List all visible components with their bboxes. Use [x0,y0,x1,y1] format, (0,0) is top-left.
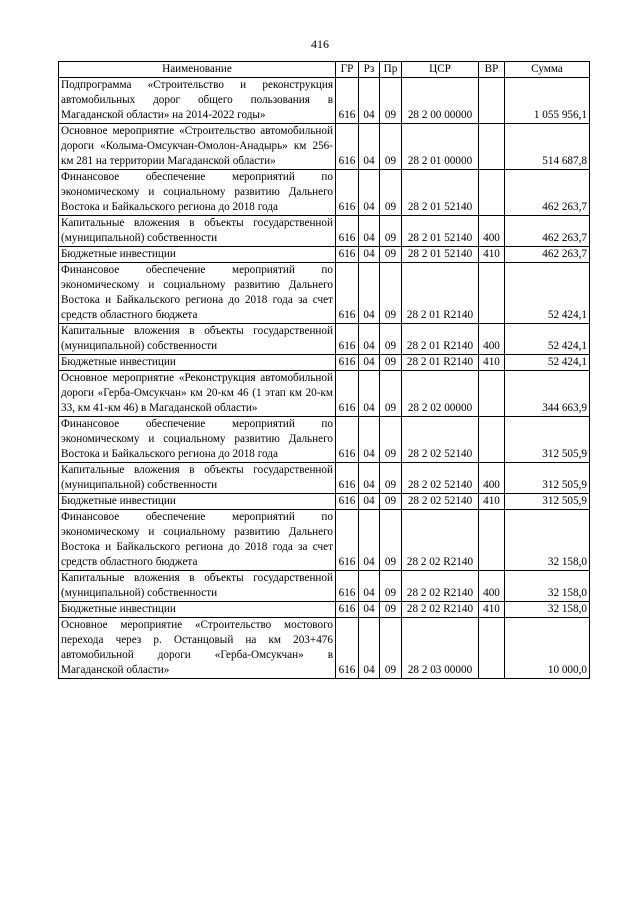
cell-rz: 04 [359,618,380,679]
budget-table [58,61,590,679]
cell-csr: 28 2 02 R2140 [402,602,479,618]
table-row [59,263,590,324]
cell-csr: 28 2 02 R2140 [402,510,479,571]
cell-name: Бюджетные инвестиции [59,602,336,618]
cell-pr: 09 [380,170,402,216]
table-row [59,510,590,571]
cell-gr: 616 [336,417,359,463]
cell-pr: 09 [380,494,402,510]
cell-csr: 28 2 01 R2140 [402,324,479,355]
cell-name: Подпрограмма «Строительство и реконструкция автомобильных дорог общего пользования в Магаданской области» на 2014-2022 годы» [59,78,336,124]
table-row [59,247,590,263]
cell-name: Капитальные вложения в объекты государственной (муниципальной) собственности [59,463,336,494]
cell-vr [479,170,505,216]
cell-pr: 09 [380,463,402,494]
cell-csr: 28 2 02 R2140 [402,571,479,602]
cell-gr: 616 [336,371,359,417]
cell-name: Основное мероприятие «Реконструкция автомобильной дороги «Герба-Омсукчан» км 20-км 46 (1 этап км 20-км 33, км 41-км 46) в Магаданской области» [59,371,336,417]
cell-rz: 04 [359,170,380,216]
table-row [59,216,590,247]
cell-vr: 410 [479,355,505,371]
table-row [59,78,590,124]
cell-csr: 28 2 03 00000 [402,618,479,679]
cell-name: Бюджетные инвестиции [59,247,336,263]
header-name: Наименование [59,62,336,78]
cell-gr: 616 [336,170,359,216]
cell-rz: 04 [359,124,380,170]
cell-name: Капитальные вложения в объекты государственной (муниципальной) собственности [59,216,336,247]
cell-sum: 32 158,0 [505,602,590,618]
cell-sum: 10 000,0 [505,618,590,679]
cell-pr: 09 [380,371,402,417]
header-csr: ЦСР [402,62,479,78]
cell-csr: 28 2 02 52140 [402,417,479,463]
cell-pr: 09 [380,571,402,602]
cell-rz: 04 [359,324,380,355]
header-gr: ГР [336,62,359,78]
table-row [59,571,590,602]
table-row [59,494,590,510]
cell-sum: 32 158,0 [505,510,590,571]
cell-csr: 28 2 01 52140 [402,170,479,216]
table-body [59,78,590,679]
cell-pr: 09 [380,324,402,355]
cell-pr: 09 [380,602,402,618]
cell-sum: 312 505,9 [505,463,590,494]
cell-gr: 616 [336,324,359,355]
cell-rz: 04 [359,371,380,417]
table-row [59,371,590,417]
header-sum: Сумма [505,62,590,78]
cell-sum: 312 505,9 [505,494,590,510]
cell-rz: 04 [359,463,380,494]
table-row [59,618,590,679]
cell-csr: 28 2 02 52140 [402,494,479,510]
table-row [59,324,590,355]
cell-rz: 04 [359,417,380,463]
cell-pr: 09 [380,216,402,247]
cell-sum: 32 158,0 [505,571,590,602]
cell-sum: 1 055 956,1 [505,78,590,124]
cell-vr: 410 [479,247,505,263]
cell-pr: 09 [380,417,402,463]
cell-gr: 616 [336,355,359,371]
cell-vr: 400 [479,216,505,247]
cell-gr: 616 [336,571,359,602]
cell-gr: 616 [336,263,359,324]
cell-rz: 04 [359,216,380,247]
cell-sum: 52 424,1 [505,355,590,371]
cell-name: Финансовое обеспечение мероприятий по экономическому и социальному развитию Дальнего Востока и Байкальского региона до 2018 года за счет средств областного бюджета [59,263,336,324]
cell-gr: 616 [336,602,359,618]
cell-pr: 09 [380,247,402,263]
table-row [59,355,590,371]
cell-csr: 28 2 01 52140 [402,247,479,263]
cell-vr [479,371,505,417]
cell-vr [479,618,505,679]
cell-pr: 09 [380,510,402,571]
page-number: 416 [311,37,329,51]
cell-rz: 04 [359,247,380,263]
cell-vr: 400 [479,463,505,494]
cell-sum: 312 505,9 [505,417,590,463]
cell-sum: 462 263,7 [505,216,590,247]
cell-gr: 616 [336,463,359,494]
cell-rz: 04 [359,510,380,571]
cell-name: Капитальные вложения в объекты государственной (муниципальной) собственности [59,571,336,602]
cell-csr: 28 2 01 00000 [402,124,479,170]
cell-rz: 04 [359,571,380,602]
cell-rz: 04 [359,78,380,124]
cell-sum: 52 424,1 [505,324,590,355]
header-row [59,62,590,78]
cell-name: Финансовое обеспечение мероприятий по экономическому и социальному развитию Дальнего Востока и Байкальского региона до 2018 года [59,170,336,216]
table-row [59,124,590,170]
cell-sum: 514 687,8 [505,124,590,170]
cell-name: Бюджетные инвестиции [59,355,336,371]
table-row [59,170,590,216]
cell-name: Финансовое обеспечение мероприятий по экономическому и социальному развитию Дальнего Востока и Байкальского региона до 2018 года за счет средств областного бюджета [59,510,336,571]
cell-rz: 04 [359,494,380,510]
cell-vr [479,124,505,170]
cell-gr: 616 [336,124,359,170]
cell-csr: 28 2 02 52140 [402,463,479,494]
header-pr: Пр [380,62,402,78]
cell-name: Основное мероприятие «Строительство автомобильной дороги «Колыма-Омсукчан-Омолон-Анадырь» км 256-км 281 на территории Магаданской области» [59,124,336,170]
cell-vr [479,78,505,124]
cell-gr: 616 [336,216,359,247]
cell-vr [479,417,505,463]
cell-csr: 28 2 02 00000 [402,371,479,417]
cell-csr: 28 2 01 R2140 [402,355,479,371]
cell-sum: 462 263,7 [505,247,590,263]
table-row [59,602,590,618]
table-row [59,417,590,463]
cell-rz: 04 [359,355,380,371]
cell-pr: 09 [380,263,402,324]
cell-gr: 616 [336,510,359,571]
cell-gr: 616 [336,494,359,510]
cell-sum: 462 263,7 [505,170,590,216]
cell-csr: 28 2 01 R2140 [402,263,479,324]
cell-pr: 09 [380,124,402,170]
cell-gr: 616 [336,78,359,124]
cell-name: Основное мероприятие «Строительство мостового перехода через р. Останцовый на км 203+476 автомобильной дороги «Герба-Омсукчан» в Магаданской области» [59,618,336,679]
cell-vr [479,510,505,571]
cell-vr [479,263,505,324]
cell-rz: 04 [359,263,380,324]
table-row [59,463,590,494]
header-vr: ВР [479,62,505,78]
cell-rz: 04 [359,602,380,618]
cell-csr: 28 2 00 00000 [402,78,479,124]
cell-pr: 09 [380,355,402,371]
cell-name: Финансовое обеспечение мероприятий по экономическому и социальному развитию Дальнего Востока и Байкальского региона до 2018 года [59,417,336,463]
header-rz: Рз [359,62,380,78]
cell-csr: 28 2 01 52140 [402,216,479,247]
cell-pr: 09 [380,618,402,679]
cell-vr: 400 [479,571,505,602]
cell-name: Капитальные вложения в объекты государственной (муниципальной) собственности [59,324,336,355]
cell-pr: 09 [380,78,402,124]
cell-vr: 400 [479,324,505,355]
cell-gr: 616 [336,618,359,679]
cell-name: Бюджетные инвестиции [59,494,336,510]
cell-gr: 616 [336,247,359,263]
cell-vr: 410 [479,494,505,510]
cell-vr: 410 [479,602,505,618]
cell-sum: 52 424,1 [505,263,590,324]
cell-sum: 344 663,9 [505,371,590,417]
